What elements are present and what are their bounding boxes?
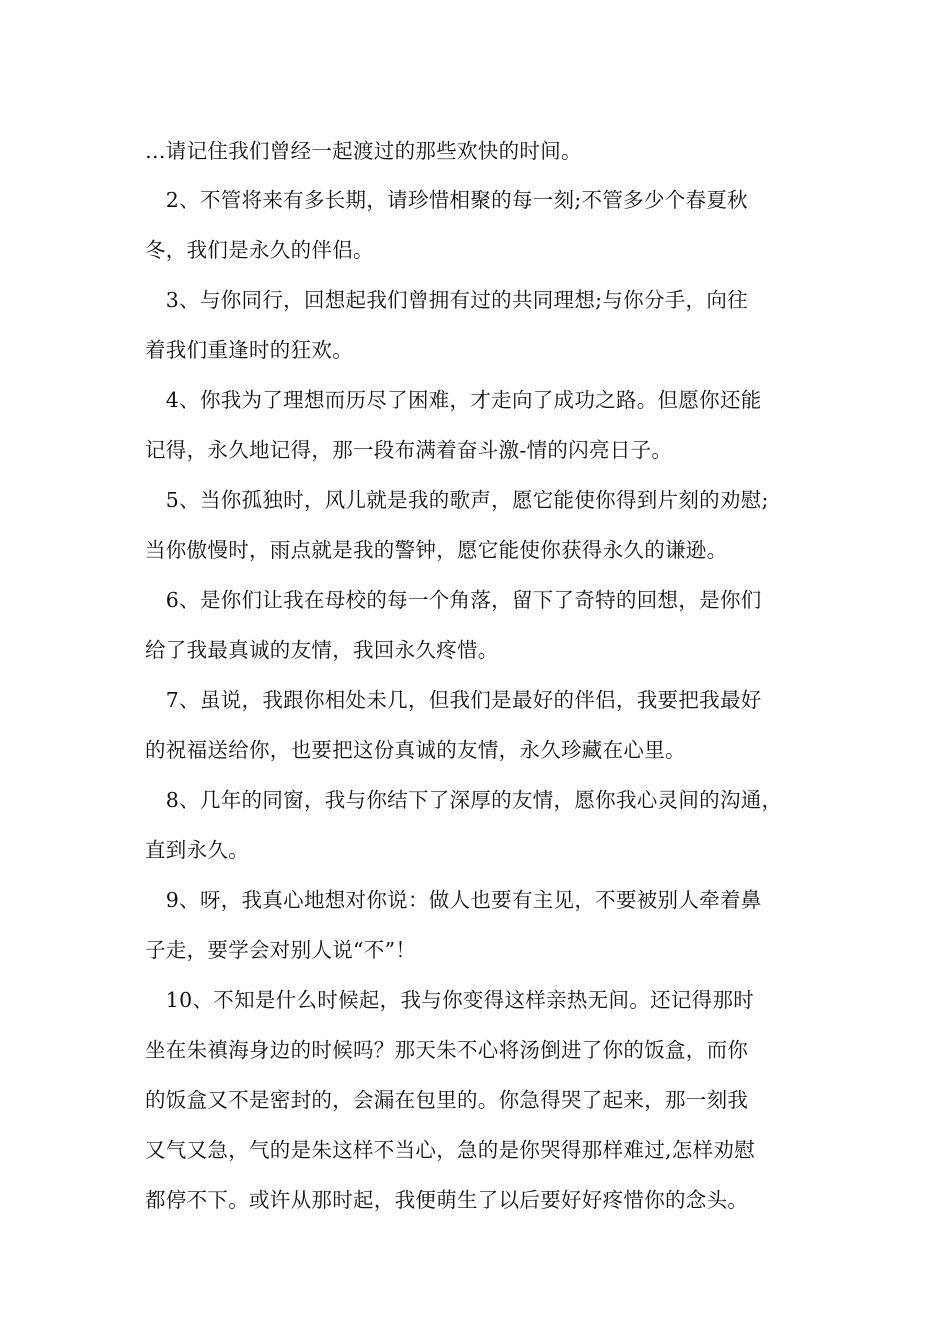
text-line: 2、不管将来有多长期，请珍惜相聚的每一刻;不管多少个春夏秋: [145, 188, 748, 212]
text-line: 的祝福送给你，也要把这份真诚的友情，永久珍藏在心里。: [145, 738, 686, 762]
text-line: 都停不下。或许从那时起，我便萌生了以后要好好疼惜你的念头。: [145, 1188, 749, 1212]
text-line: 6、是你们让我在母校的每一个角落，留下了奇特的回想，是你们: [145, 588, 762, 612]
text-line: 的饭盒又不是密封的，会漏在包里的。你急得哭了起来，那一刻我: [145, 1088, 749, 1112]
text-line: 坐在朱禛海身边的时候吗？那天朱不心将汤倒进了你的饭盒，而你: [145, 1038, 749, 1062]
text-line: 记得，永久地记得，那一段布满着奋斗激-情的闪亮日子。: [145, 438, 673, 462]
text-line: 8、几年的同窗，我与你结下了深厚的友情，愿你我心灵间的沟通，: [145, 788, 783, 812]
text-line: 10、不知是什么时候起，我与你变得这样亲热无间。还记得那时: [145, 988, 755, 1012]
text-line: 5、当你孤独时，风儿就是我的歌声，愿它能使你得到片刻的劝慰;: [145, 488, 769, 512]
text-line: 又气又急，气的是朱这样不当心，急的是你哭得那样难过,怎样劝慰: [145, 1138, 756, 1162]
text-line: 冬，我们是永久的伴侣。: [145, 238, 374, 262]
text-line: …请记住我们曾经一起渡过的那些欢快的时间。: [145, 139, 582, 163]
text-line: 3、与你同行，回想起我们曾拥有过的共同理想;与你分手，向往: [145, 288, 748, 312]
text-line: 7、虽说，我跟你相处未几，但我们是最好的伴侣，我要把我最好: [145, 688, 762, 712]
text-line: 9、呀，我真心地想对你说：做人也要有主见，不要被别人牵着鼻: [145, 888, 762, 912]
text-line: 给了我最真诚的友情，我回永久疼惜。: [145, 638, 499, 662]
text-line: 4、你我为了理想而历尽了困难，才走向了成功之路。但愿你还能: [145, 388, 762, 412]
text-line: 当你傲慢时，雨点就是我的警钟，愿它能使你获得永久的谦逊。: [145, 538, 728, 562]
text-line: 子走，要学会对别人说“不”！: [145, 938, 417, 962]
text-line: 直到永久。: [145, 838, 249, 862]
text-line: 着我们重逢时的狂欢。: [145, 338, 353, 362]
